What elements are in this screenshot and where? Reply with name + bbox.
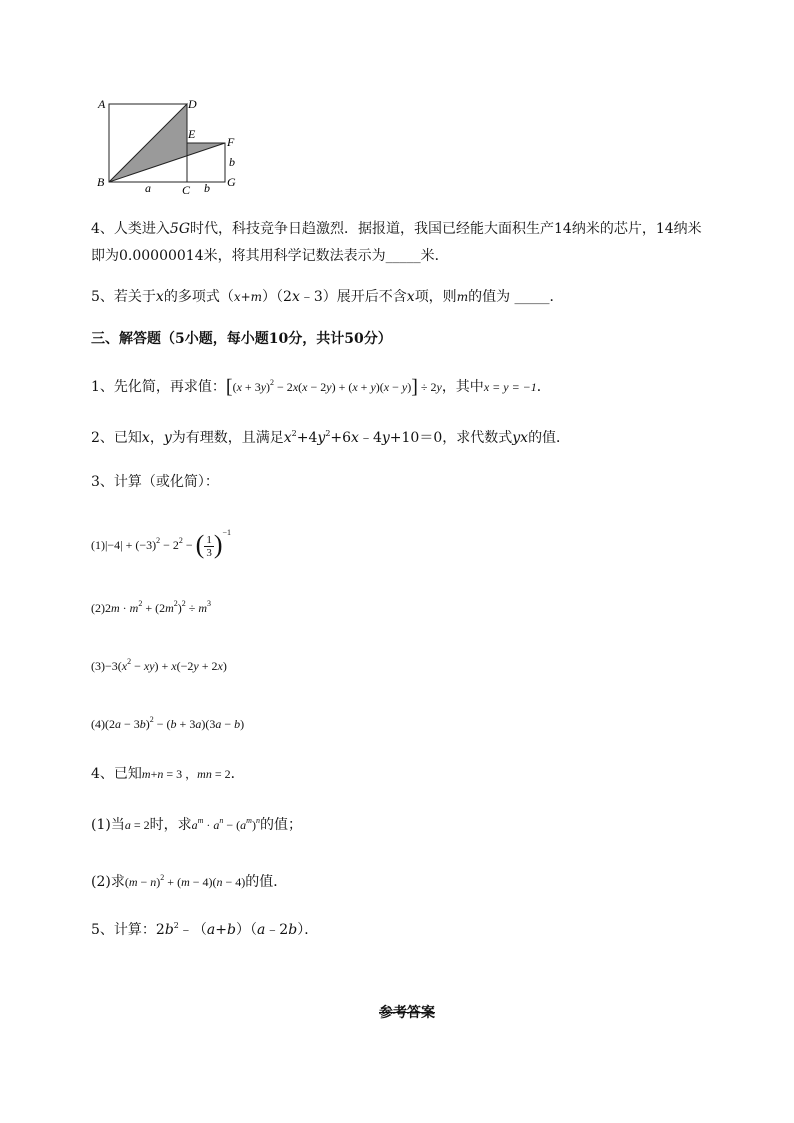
label-A: A [98, 97, 106, 111]
problem-3-sub-3: $(3)-3(x^2 - xy) + x(-2y + 2x)$ [91, 657, 227, 673]
p3-s3-label: (3) [91, 659, 105, 673]
p5-d: ﹣2 [265, 922, 289, 938]
q5-a: 5、若关于 [91, 289, 156, 305]
fill-question-4-line2: 即为0.00000014米，将其用科学记数法表示为_____米． [91, 248, 449, 264]
geometry-figure [90, 95, 250, 195]
p2-a: 2、已知 [91, 430, 142, 446]
label-D: D [188, 97, 197, 111]
p4-s1-b: 时，求 [149, 817, 192, 833]
p4-title-a: 4、已知 [91, 766, 142, 782]
p5-a: 5、计算：2 [91, 922, 165, 938]
p5-c: ）（ [235, 922, 257, 938]
p3-s4-label: (4) [91, 717, 105, 731]
problem-1 [91, 378, 551, 396]
shaded-region [109, 104, 225, 182]
q5-f: 的值为 _____． [468, 289, 564, 305]
label-b-side: b [229, 155, 235, 169]
p1-end: ． [536, 379, 551, 395]
q5-d: ﹣3）展开后不含 [299, 289, 407, 305]
problem-3-sub-2: $(2)2m \cdot m^2 + (2m^2)^2 \div m^3$ [91, 599, 212, 615]
p2-b: 为有理数，且满足 [171, 430, 284, 446]
problem-2: 2、已知x，y为有理数，且满足$x^2+4y^2+6x﹣4y+10=0$，求代数式yx的值． [91, 429, 571, 446]
p1-prefix: 1、先化简，再求值： [91, 379, 226, 395]
p4-s1-c: 的值； [259, 817, 302, 833]
problem-5: 5、计算：$2b^2﹣(a+b)(a﹣2b)$． [91, 921, 319, 938]
q4-text-rest: 时代，科技竞争日趋激烈．据报道，我国已经能大面积生产14纳米的芯片，14纳米 [190, 221, 702, 237]
p5-b: ﹣（ [178, 922, 207, 938]
label-F: F [227, 135, 235, 149]
fill-question-4 [91, 220, 702, 238]
problem-4-sub-2: (2)求$(m - n)^2 + (m - 4)(n - 4)$的值． [91, 873, 288, 890]
label-b-bottom: b [204, 181, 210, 195]
p4-s1-a: (1)当 [91, 817, 125, 833]
p4-s2-a: (2)求 [91, 874, 125, 890]
label-B: B [97, 175, 105, 189]
p2-e: +10＝0，求代数式 [389, 430, 513, 446]
p4-title-b: ． [230, 766, 245, 782]
q5-b: 的多项式（ [163, 289, 234, 305]
q5-c: ）（2 [262, 289, 292, 305]
problem-4-title: 4、已知m+n = 3 ，mn = 2． [91, 766, 245, 782]
p1-cond: x = y = −1 [483, 380, 537, 394]
p2-f: 的值． [528, 430, 571, 446]
p3-s1-label: (1) [91, 538, 105, 552]
label-C: C [182, 183, 191, 195]
problem-3-sub-4: $(4)(2a - 3b)^2 - (b + 3a)(3a - b)$ [91, 715, 245, 731]
p5-e: ）． [297, 922, 319, 938]
label-a: a [145, 181, 151, 195]
p4-s2-b: 的值． [245, 874, 288, 890]
p1-expression: $[(x + 3y)^2 - 2x(x - 2y) + (x + y)(x - y)] \div 2y$ [225, 376, 442, 398]
problem-4-sub-1: (1)当a = 2时，求$a^m \cdot a^n - (a^m)^n$的值； [91, 816, 302, 833]
answers-title: 参考答案 [379, 1005, 435, 1021]
p3-s2-label: (2) [91, 601, 105, 615]
p1-suffix: ，其中 [441, 379, 484, 395]
problem-3-sub-1: $(1)|-4| + (-3)^2 - 2^2$ − ( $\frac{1}{3}$ )$^{-1}$ [91, 528, 232, 559]
p2-c: +6 [330, 430, 352, 446]
label-G: G [227, 175, 236, 189]
p2-d: ﹣4 [358, 430, 382, 446]
q4-5g: 5G [169, 221, 191, 237]
label-E: E [188, 127, 196, 141]
fill-question-5: 5、若关于x的多项式（x+m）（2x﹣3）展开后不含x项，则m的值为 _____． [91, 289, 564, 305]
q4-text-start: 4、人类进入 [91, 221, 170, 237]
q5-e: 项，则 [414, 289, 457, 305]
problem-3-title: 3、计算（或化简）： [91, 474, 219, 490]
section-3-title: 三、解答题（5小题，每小题10分，共计50分） [91, 331, 392, 347]
